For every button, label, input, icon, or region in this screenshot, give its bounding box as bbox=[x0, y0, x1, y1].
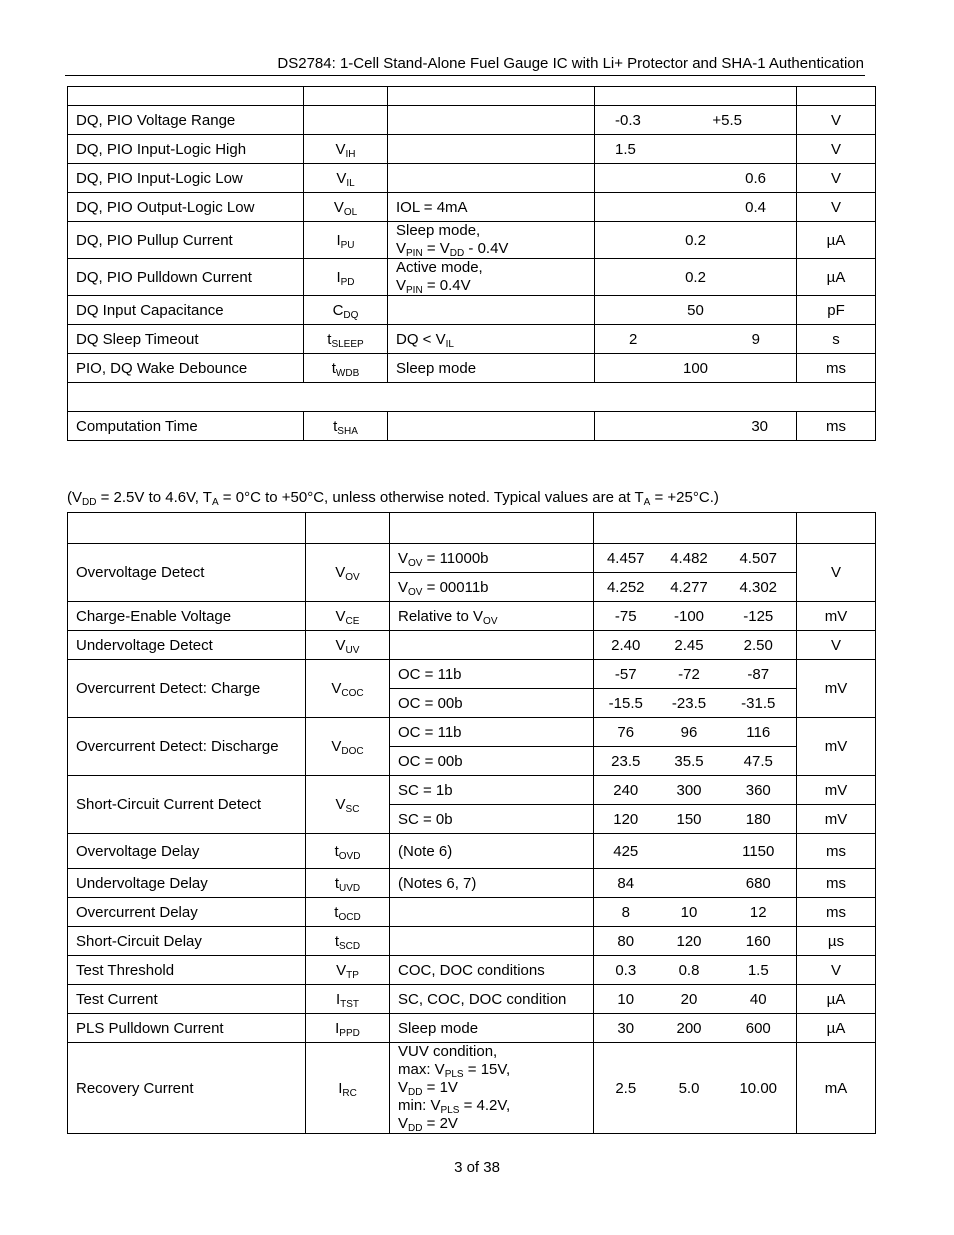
unit-cell: V bbox=[797, 193, 876, 222]
table-row bbox=[68, 1014, 876, 1043]
min-value: 240 bbox=[594, 776, 658, 805]
max-value: 40 bbox=[721, 985, 797, 1014]
symbol-cell: $V_{CE}$ bbox=[306, 602, 390, 631]
table-row bbox=[68, 631, 876, 660]
condition-cell bbox=[390, 631, 594, 660]
min-value: 10 bbox=[594, 985, 658, 1014]
param-cell: Short-Circuit Current Detect bbox=[68, 776, 306, 834]
values-cell bbox=[595, 325, 797, 354]
condition-cell: DQ < $V_{IL}$ bbox=[388, 325, 595, 354]
typ-value: 0.2 bbox=[595, 259, 797, 296]
max-value: 4.507 bbox=[721, 544, 797, 573]
table-row bbox=[68, 135, 876, 164]
symbol-cell: $I_{PU}$ bbox=[304, 222, 388, 259]
max-value: 360 bbox=[721, 776, 797, 805]
param-cell: PLS Pulldown Current bbox=[68, 1014, 306, 1043]
unit-cell: V bbox=[797, 956, 876, 985]
symbol-cell: $t_{SLEEP}$ bbox=[304, 325, 388, 354]
min-value: 2.5 bbox=[594, 1043, 658, 1134]
condition-cell: (Notes 6, 7) bbox=[390, 869, 594, 898]
condition-cell: Sleep mode, $V_{PIN} = V_{DD} - 0.4V$ bbox=[388, 222, 595, 259]
max-value: 160 bbox=[721, 927, 797, 956]
param-cell: Test Threshold bbox=[68, 956, 306, 985]
typ-value: 300 bbox=[658, 776, 721, 805]
param-cell: DQ, PIO Output-Logic Low bbox=[68, 193, 304, 222]
typ-value: 5.0 bbox=[658, 1043, 721, 1134]
table-header-row bbox=[68, 87, 876, 106]
unit-cell: V bbox=[797, 164, 876, 193]
min-value: -75 bbox=[594, 602, 658, 631]
min-value: 30 bbox=[594, 1014, 658, 1043]
typ-value: 4.482 bbox=[658, 544, 721, 573]
condition-cell: Sleep mode bbox=[390, 1014, 594, 1043]
symbol-cell: $t_{WDB}$ bbox=[304, 354, 388, 383]
values-cell: 0.6 bbox=[595, 164, 797, 193]
condition-cell: SC = 0b bbox=[390, 805, 594, 834]
symbol-cell: $t_{SHA}$ bbox=[304, 412, 388, 441]
condition-cell: OC = 11b bbox=[390, 660, 594, 689]
typ-value: 50 bbox=[595, 296, 797, 325]
unit-cell: pF bbox=[797, 296, 876, 325]
protector-characteristics-table bbox=[67, 512, 876, 1134]
param-cell: DQ, PIO Pulldown Current bbox=[68, 259, 304, 296]
table-row bbox=[68, 354, 876, 383]
table-row bbox=[68, 869, 876, 898]
min-value: 84 bbox=[594, 869, 658, 898]
unit-cell: ms bbox=[797, 869, 876, 898]
table-row bbox=[68, 956, 876, 985]
min-value: 8 bbox=[594, 898, 658, 927]
typ-value: 10 bbox=[658, 898, 721, 927]
condition-cell: VUV condition, max: $V_{PLS} = 15V$, $V_{DD} = 1V$ min: $V_{PLS} = 4.2V$, $V_{DD} = 2V$ bbox=[390, 1043, 594, 1134]
max-value: 12 bbox=[721, 898, 797, 927]
min-value: 76 bbox=[594, 718, 658, 747]
condition-cell: Relative to $V_{OV}$ bbox=[390, 602, 594, 631]
condition-cell: SC, COC, DOC condition bbox=[390, 985, 594, 1014]
param-cell: DQ Input Capacitance bbox=[68, 296, 304, 325]
min-value: 4.252 bbox=[594, 573, 658, 602]
table-row bbox=[68, 106, 876, 135]
condition-cell bbox=[390, 898, 594, 927]
unit-cell: ms bbox=[797, 354, 876, 383]
table-row bbox=[68, 296, 876, 325]
table-row bbox=[68, 544, 876, 573]
param-cell: Overcurrent Detect: Charge bbox=[68, 660, 306, 718]
unit-cell: µA bbox=[797, 985, 876, 1014]
param-cell: Short-Circuit Delay bbox=[68, 927, 306, 956]
param-cell: Overcurrent Delay bbox=[68, 898, 306, 927]
max-value: 9 bbox=[751, 330, 760, 348]
table-header-row bbox=[68, 513, 876, 544]
typ-value: 0.2 bbox=[595, 222, 797, 259]
symbol-cell: $V_{IH}$ bbox=[304, 135, 388, 164]
typ-value: 200 bbox=[658, 1014, 721, 1043]
table-row bbox=[68, 602, 876, 631]
max-value: 1.5 bbox=[721, 956, 797, 985]
unit-cell: V bbox=[797, 106, 876, 135]
max-value: 680 bbox=[721, 869, 797, 898]
typ-value: -100 bbox=[658, 602, 721, 631]
unit-cell: mV bbox=[797, 718, 876, 776]
condition-cell bbox=[388, 296, 595, 325]
table-row bbox=[68, 927, 876, 956]
unit-cell: mV bbox=[797, 805, 876, 834]
unit-cell: V bbox=[797, 135, 876, 164]
unit-cell: µs bbox=[797, 927, 876, 956]
param-cell: PIO, DQ Wake Debounce bbox=[68, 354, 304, 383]
table-row bbox=[68, 776, 876, 805]
min-value: 120 bbox=[594, 805, 658, 834]
electrical-characteristics-table-1 bbox=[67, 86, 876, 441]
min-value: 1.5 bbox=[615, 140, 636, 158]
symbol-cell: $V_{SC}$ bbox=[306, 776, 390, 834]
max-value: 180 bbox=[721, 805, 797, 834]
typ-value: -72 bbox=[658, 660, 721, 689]
condition-cell: $V_{OV} = 00011b$ bbox=[390, 573, 594, 602]
condition-cell: SC = 1b bbox=[390, 776, 594, 805]
symbol-cell: $t_{OCD}$ bbox=[306, 898, 390, 927]
values-cell: 0.4 bbox=[595, 193, 797, 222]
condition-cell bbox=[388, 164, 595, 193]
typ-value: 4.277 bbox=[658, 573, 721, 602]
table-row bbox=[68, 259, 876, 296]
unit-cell: µA bbox=[797, 259, 876, 296]
unit-cell: mV bbox=[797, 660, 876, 718]
section-header-row bbox=[68, 383, 876, 412]
typ-value: 150 bbox=[658, 805, 721, 834]
min-value: 0.3 bbox=[594, 956, 658, 985]
min-value: -0.3 bbox=[615, 111, 641, 129]
min-value: 425 bbox=[594, 834, 658, 869]
min-value: -57 bbox=[594, 660, 658, 689]
min-value: 80 bbox=[594, 927, 658, 956]
symbol-cell: $I_{PPD}$ bbox=[306, 1014, 390, 1043]
conditions-note: ($V_{DD} = 2.5V$ to 4.6V, $T_A = 0^\circ C$ to +50°C, unless otherwise noted. Typical values are at $T_A = +25^\circ C$.) bbox=[67, 489, 719, 508]
param-cell: DQ, PIO Input-Logic High bbox=[68, 135, 304, 164]
symbol-cell: $I_{TST}$ bbox=[306, 985, 390, 1014]
condition-cell bbox=[388, 106, 595, 135]
unit-cell: s bbox=[797, 325, 876, 354]
table-row bbox=[68, 718, 876, 747]
typ-value: 2.45 bbox=[658, 631, 721, 660]
param-cell: Computation Time bbox=[68, 412, 304, 441]
condition-cell bbox=[388, 135, 595, 164]
param-cell: Overvoltage Detect bbox=[68, 544, 306, 602]
min-value: 4.457 bbox=[594, 544, 658, 573]
condition-cell: OC = 00b bbox=[390, 747, 594, 776]
symbol-cell: $V_{UV}$ bbox=[306, 631, 390, 660]
condition-cell: Active mode, $V_{PIN} = 0.4V$ bbox=[388, 259, 595, 296]
param-cell: Undervoltage Delay bbox=[68, 869, 306, 898]
condition-cell: COC, DOC conditions bbox=[390, 956, 594, 985]
symbol-cell: $V_{OV}$ bbox=[306, 544, 390, 602]
max-value: 4.302 bbox=[721, 573, 797, 602]
max-value: -31.5 bbox=[721, 689, 797, 718]
table-row bbox=[68, 193, 876, 222]
condition-cell: OC = 00b bbox=[390, 689, 594, 718]
param-cell: DQ, PIO Input-Logic Low bbox=[68, 164, 304, 193]
condition-cell bbox=[388, 412, 595, 441]
param-cell: DQ Sleep Timeout bbox=[68, 325, 304, 354]
table-row bbox=[68, 164, 876, 193]
param-cell: Undervoltage Detect bbox=[68, 631, 306, 660]
table-row bbox=[68, 985, 876, 1014]
symbol-cell: $V_{OL}$ bbox=[304, 193, 388, 222]
unit-cell: mA bbox=[797, 1043, 876, 1134]
unit-cell: ms bbox=[797, 834, 876, 869]
max-value: 10.00 bbox=[721, 1043, 797, 1134]
unit-cell: V bbox=[797, 631, 876, 660]
param-cell: DQ, PIO Voltage Range bbox=[68, 106, 304, 135]
page-number: 3 of 38 bbox=[454, 1159, 500, 1176]
typ-value: 100 bbox=[595, 354, 797, 383]
symbol-cell: $t_{SCD}$ bbox=[306, 927, 390, 956]
symbol-cell: $C_{DQ}$ bbox=[304, 296, 388, 325]
typ-value: -23.5 bbox=[658, 689, 721, 718]
max-value: +5.5 bbox=[712, 111, 742, 129]
unit-cell: V bbox=[797, 544, 876, 602]
condition-cell: (Note 6) bbox=[390, 834, 594, 869]
table-row bbox=[68, 222, 876, 259]
typ-value: 120 bbox=[658, 927, 721, 956]
unit-cell: µA bbox=[797, 1014, 876, 1043]
symbol-cell bbox=[304, 106, 388, 135]
table-row bbox=[68, 898, 876, 927]
unit-cell: mV bbox=[797, 776, 876, 805]
typ-value: 96 bbox=[658, 718, 721, 747]
typ-value: 20 bbox=[658, 985, 721, 1014]
min-value: -15.5 bbox=[594, 689, 658, 718]
values-cell bbox=[595, 106, 797, 135]
table-row bbox=[68, 834, 876, 869]
symbol-cell: $V_{IL}$ bbox=[304, 164, 388, 193]
condition-cell: IOL = 4mA bbox=[388, 193, 595, 222]
values-cell bbox=[595, 135, 797, 164]
unit-cell: µA bbox=[797, 222, 876, 259]
symbol-cell: $V_{DOC}$ bbox=[306, 718, 390, 776]
condition-cell: Sleep mode bbox=[388, 354, 595, 383]
max-value: 47.5 bbox=[721, 747, 797, 776]
param-cell: Charge-Enable Voltage bbox=[68, 602, 306, 631]
header-rule bbox=[65, 75, 865, 76]
max-value: 600 bbox=[721, 1014, 797, 1043]
condition-cell bbox=[390, 927, 594, 956]
param-cell: Overcurrent Detect: Discharge bbox=[68, 718, 306, 776]
max-value: -87 bbox=[721, 660, 797, 689]
values-cell: 30 bbox=[595, 412, 797, 441]
max-value: -125 bbox=[721, 602, 797, 631]
table-row bbox=[68, 412, 876, 441]
typ-value: 35.5 bbox=[658, 747, 721, 776]
param-cell: Recovery Current bbox=[68, 1043, 306, 1134]
max-value: 116 bbox=[721, 718, 797, 747]
unit-cell: mV bbox=[797, 602, 876, 631]
symbol-cell: $t_{UVD}$ bbox=[306, 869, 390, 898]
max-value: 1150 bbox=[721, 834, 797, 869]
table-row bbox=[68, 1043, 876, 1134]
condition-cell: $V_{OV} = 11000b$ bbox=[390, 544, 594, 573]
unit-cell: ms bbox=[797, 898, 876, 927]
symbol-cell: $t_{OVD}$ bbox=[306, 834, 390, 869]
table-row bbox=[68, 325, 876, 354]
typ-value: 0.8 bbox=[658, 956, 721, 985]
param-cell: Overvoltage Delay bbox=[68, 834, 306, 869]
table-row bbox=[68, 660, 876, 689]
symbol-cell: $V_{TP}$ bbox=[306, 956, 390, 985]
param-cell: Test Current bbox=[68, 985, 306, 1014]
condition-cell: OC = 11b bbox=[390, 718, 594, 747]
min-value: 2 bbox=[629, 330, 638, 348]
symbol-cell: $V_{COC}$ bbox=[306, 660, 390, 718]
symbol-cell: $I_{PD}$ bbox=[304, 259, 388, 296]
param-cell: DQ, PIO Pullup Current bbox=[68, 222, 304, 259]
unit-cell: ms bbox=[797, 412, 876, 441]
max-value: 2.50 bbox=[721, 631, 797, 660]
symbol-cell: $I_{RC}$ bbox=[306, 1043, 390, 1134]
page-header: DS2784: 1-Cell Stand-Alone Fuel Gauge IC with Li+ Protector and SHA-1 Authentication bbox=[277, 55, 864, 72]
min-value: 23.5 bbox=[594, 747, 658, 776]
min-value: 2.40 bbox=[594, 631, 658, 660]
